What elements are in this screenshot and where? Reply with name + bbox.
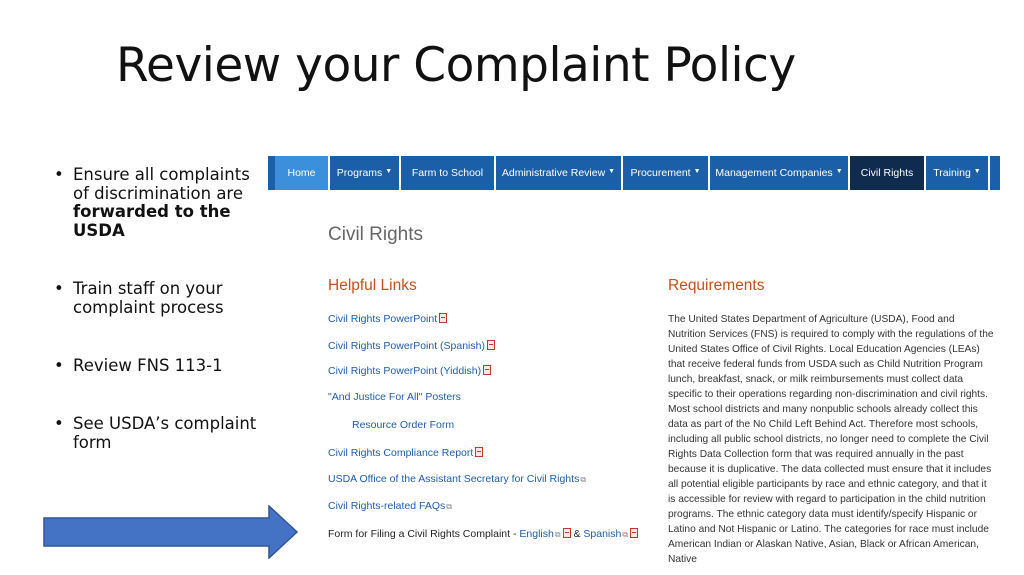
caret-down-icon: ▼ xyxy=(385,167,393,175)
link-usda-office[interactable]: USDA Office of the Assistant Secretary for Civil Rights⧉ xyxy=(328,473,587,485)
bullet-complaint-form: • See USDA’s complaint form xyxy=(52,415,262,452)
caret-down-icon: ▼ xyxy=(973,167,981,175)
pdf-icon xyxy=(563,528,571,538)
nav-management-companies[interactable]: Management Companies ▼ xyxy=(710,156,850,190)
nav-procurement[interactable]: Procurement ▼ xyxy=(623,156,710,190)
link-complaint-spanish[interactable]: Spanish xyxy=(583,528,622,540)
link-justice-posters[interactable]: "And Justice For All" Posters xyxy=(328,391,461,403)
bullet-train-staff: • Train staff on your complaint process xyxy=(52,280,262,317)
requirements-title: Requirements xyxy=(668,277,765,294)
page-heading: Civil Rights xyxy=(328,224,424,245)
complaint-form-label: Form for Filing a Civil Rights Complaint - xyxy=(328,528,520,540)
bullet-review-fns: • Review FNS 113-1 xyxy=(52,357,262,376)
requirements-text: The United States Department of Agriculture (USDA), Food and Nutrition Services (FNS) is required to comply with the regulations of the United States Office of Civil Rights. Local Education Agencies (LEAs) that receive federal funds from USDA such as Child Nutrition Program lunch, breakfast, snack, or milk reimbursements must collect data specific to their operations regarding non-discrimination and civil rights. Most school districts and many nonpublic schools already collect this data as part of the No Child Left Behind Act. Therefore most schools, including all public school districts, no longer need to complete the Civil Rights Data Collection form that was required annually in the past because it is duplicative. The data collected must ensure that it includes all potential eligible participants by race and ethnic category, and that it is accessible for review with regard to participation in the child nutrition programs. The ethnic category data must identify/specify Hispanic or Latino and Not Hispanic or Latino. The categories for race must include American Indian or Alaskan Native, Asian, Black or African American, Native xyxy=(668,314,994,565)
caret-down-icon: ▼ xyxy=(835,167,843,175)
link-civil-rights-powerpoint[interactable]: Civil Rights PowerPoint xyxy=(328,312,447,325)
ampersand: & xyxy=(570,528,584,540)
pdf-icon xyxy=(630,528,638,538)
nav-administrative-review[interactable]: Administrative Review ▼ xyxy=(496,156,623,190)
pdf-icon xyxy=(439,313,447,323)
nav-civil-rights[interactable]: Civil Rights xyxy=(850,156,926,190)
link-compliance-report[interactable]: Civil Rights Compliance Report xyxy=(328,446,483,459)
nav-farm-to-school[interactable]: Farm to School xyxy=(401,156,496,190)
external-link-icon: ⧉ xyxy=(622,530,629,539)
pdf-icon xyxy=(487,340,495,350)
link-powerpoint-spanish[interactable]: Civil Rights PowerPoint (Spanish) xyxy=(328,339,495,352)
complaint-form-row xyxy=(328,527,638,540)
link-civil-rights-faqs[interactable]: Civil Rights-related FAQs⧉ xyxy=(328,500,453,512)
caret-down-icon: ▼ xyxy=(608,167,616,175)
nav-home[interactable]: Home xyxy=(275,156,330,190)
nav-programs[interactable]: Programs ▼ xyxy=(330,156,401,190)
link-complaint-english[interactable]: English xyxy=(519,528,554,540)
nav-training[interactable]: Training ▼ xyxy=(926,156,990,190)
nav-lead-spacer xyxy=(268,156,275,190)
external-link-icon: ⧉ xyxy=(580,475,587,484)
external-link-icon: ⧉ xyxy=(554,530,561,539)
site-navbar xyxy=(268,156,1000,190)
external-link-icon: ⧉ xyxy=(446,502,453,511)
pdf-icon xyxy=(475,447,483,457)
nav-trail xyxy=(990,156,1000,190)
helpful-links-title: Helpful Links xyxy=(328,277,417,294)
bullet-forward-complaints: • Ensure all complaints of discrimination are forwarded to the USDA xyxy=(52,166,262,240)
link-powerpoint-yiddish[interactable]: Civil Rights PowerPoint (Yiddish) xyxy=(328,364,491,377)
caret-down-icon: ▼ xyxy=(693,167,701,175)
right-arrow-icon xyxy=(43,505,299,559)
pdf-icon xyxy=(483,365,491,375)
slide-title: Review your Complaint Policy xyxy=(116,38,796,93)
link-resource-order-form[interactable]: Resource Order Form xyxy=(352,419,455,431)
